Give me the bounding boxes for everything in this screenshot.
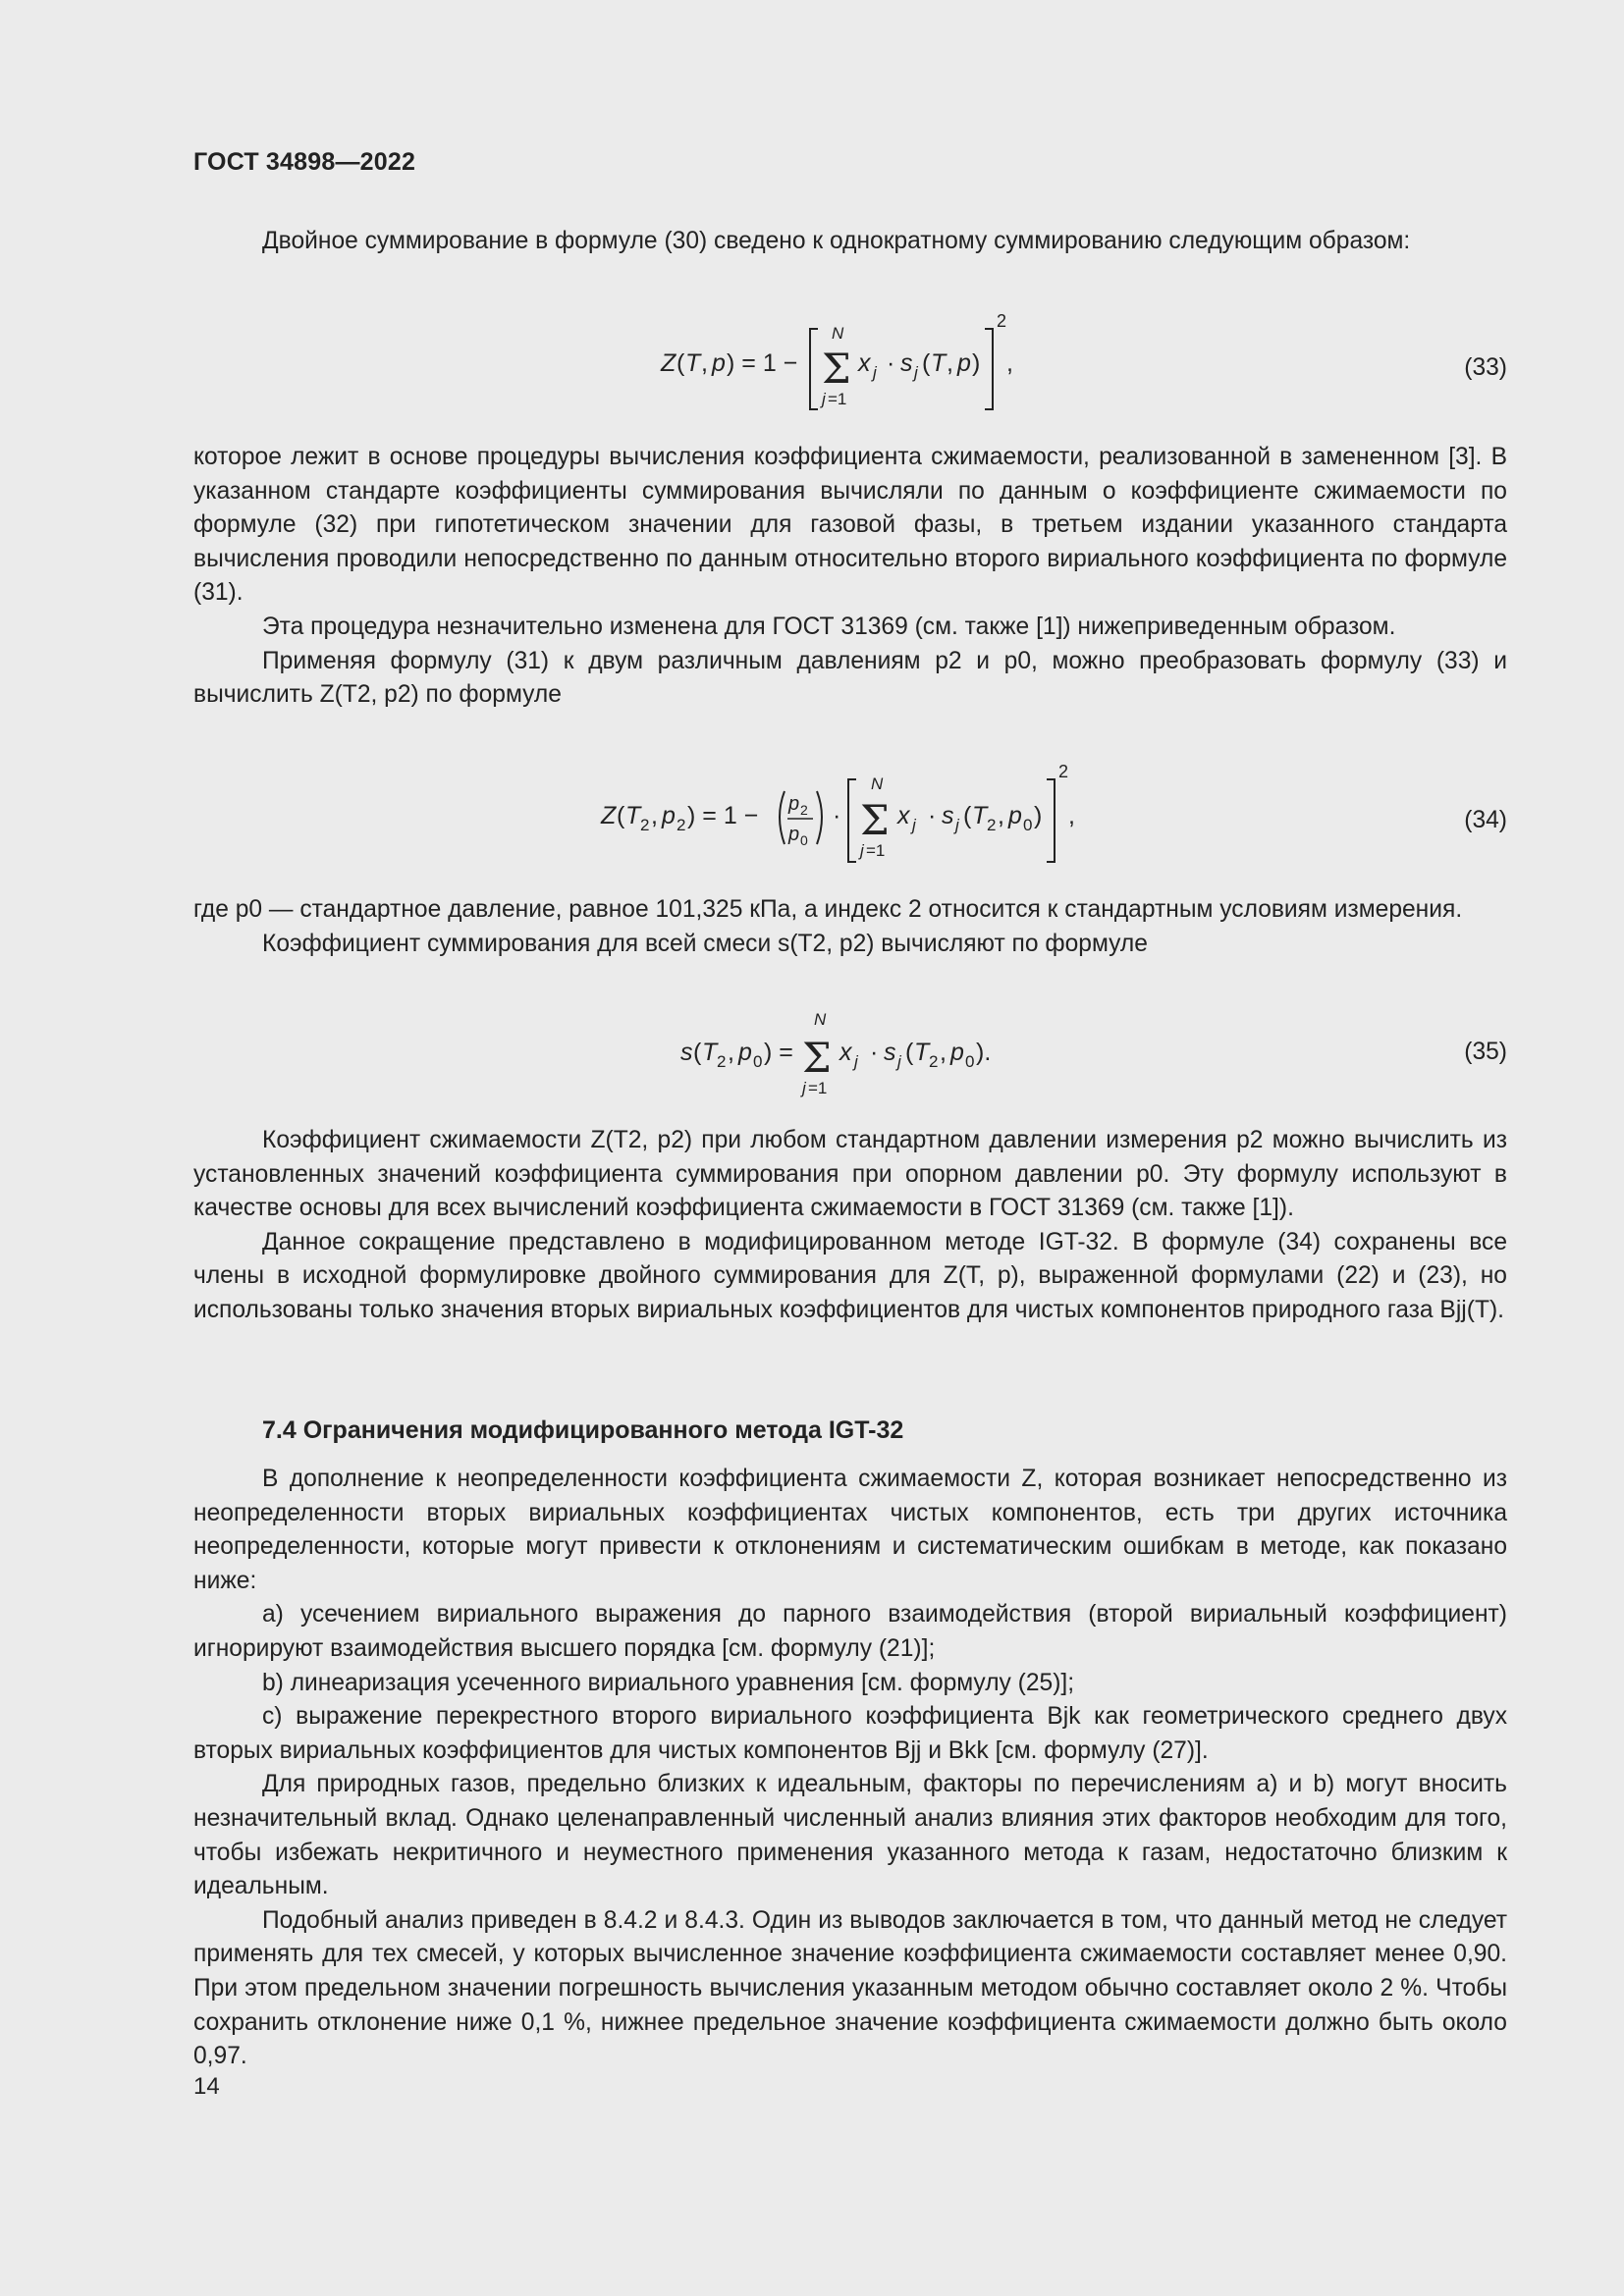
svg-text:N: N <box>871 774 884 793</box>
formula-35 <box>193 1003 1507 1101</box>
svg-text:j: j <box>860 841 864 860</box>
formula-number: (35) <box>1464 1039 1507 1065</box>
paragraph-text: Применяя формулу (31) к двум различным давлениям p2 и p0, можно преобразовать формулу (33) и вычислить Z(T2, p2) по формуле <box>193 647 1507 709</box>
svg-text:,: , <box>651 802 658 829</box>
svg-text:Σ: Σ <box>860 796 890 844</box>
formula-34-svg <box>599 758 1483 871</box>
svg-text:Z: Z <box>601 802 617 829</box>
svg-text:(: ( <box>922 349 931 377</box>
svg-text:Σ: Σ <box>822 345 851 393</box>
svg-text:2: 2 <box>640 816 650 834</box>
svg-text:0: 0 <box>753 1052 763 1071</box>
svg-text:j: j <box>822 390 826 408</box>
svg-text:·: · <box>833 802 841 829</box>
svg-text:2: 2 <box>677 816 686 834</box>
svg-text:N: N <box>814 1010 827 1029</box>
paragraph-text: Коэффициент сжимаемости Z(T2, p2) при любом стандартном давлении измерения p2 можно вычислить из установленных значений коэффициента суммирования при опорном давлении p0. Эту формулу используют в качестве основы для всех вычислений коэффициента сжимаемости в ГОСТ 31369 (см. также [1]). <box>193 1127 1507 1222</box>
svg-text:,: , <box>728 1039 734 1066</box>
svg-text:x: x <box>839 1039 852 1066</box>
svg-text:,: , <box>1006 349 1013 377</box>
svg-text:p: p <box>662 802 676 829</box>
paragraph-text: Для природных газов, предельно близких к идеальным, факторы по перечислениям a) и b) могут вносить незначительный вклад. Однако целенаправленный численный анализ влияния этих факторов необходим для того, чтобы избежать некритичного и неуместного применения указанного метода к газам, недостаточно близким к идеальным. <box>193 1771 1507 1900</box>
svg-text:p: p <box>788 793 800 815</box>
paragraph-block-3 <box>193 893 1507 961</box>
svg-text:2: 2 <box>929 1052 939 1071</box>
svg-text:T: T <box>685 349 701 377</box>
list-item-c: c) выражение перекрестного второго вириального коэффициента Bjk как геометрического среднего двух вторых вириальных коэффициентов для чистых компонентов Bjj и Bkk [см. формулу (27)]. <box>193 1703 1507 1764</box>
svg-text:(: ( <box>677 349 685 377</box>
paragraph-text: Эта процедура незначительно изменена для ГОСТ 31369 (см. также [1]) нижеприведенным образом. <box>262 613 1396 640</box>
formula-33-svg <box>655 309 1539 417</box>
svg-text:T: T <box>931 349 947 377</box>
svg-text:N: N <box>832 324 844 343</box>
svg-text:·: · <box>870 1039 879 1066</box>
svg-text:2: 2 <box>717 1052 727 1071</box>
svg-text:s: s <box>942 802 954 829</box>
svg-text:0: 0 <box>1023 816 1033 834</box>
paragraph-block-5 <box>193 1463 1507 2074</box>
paragraph-1 <box>193 225 1507 259</box>
svg-text:=1: =1 <box>808 1079 828 1097</box>
svg-text:,: , <box>947 349 953 377</box>
svg-text:T: T <box>972 802 988 829</box>
svg-text:(: ( <box>905 1039 914 1066</box>
formula-number: (34) <box>1464 807 1507 833</box>
svg-text:j: j <box>897 1052 901 1071</box>
svg-text:·: · <box>887 349 895 377</box>
svg-text:j: j <box>912 816 916 834</box>
paragraph-text: Подобный анализ приведен в 8.4.2 и 8.4.3. Один из выводов заключается в том, что данный метод не следует применять для тех смесей, у которых вычисленное значение коэффициента сжимаемости составляет менее 0,90. При этом предельном значении погрешность вычисления указанным методом обычно составляет около 2 %. Чтобы сохранить отклонение ниже 0,1 %, нижнее предельное значение коэффициента сжимаемости должно быть около 0,97. <box>193 1906 1507 2070</box>
svg-text:,: , <box>940 1039 947 1066</box>
svg-text:) =: ) = <box>764 1039 793 1066</box>
svg-text:2: 2 <box>987 816 997 834</box>
svg-text:p: p <box>738 1039 752 1066</box>
svg-text:2: 2 <box>800 802 808 818</box>
svg-text:p: p <box>788 824 800 845</box>
svg-text:j: j <box>914 363 918 382</box>
paragraph-text: которое лежит в основе процедуры вычисления коэффициента сжимаемости, реализованной в замененном [3]. В указанном стандарте коэффициенты суммирования вычисляли по данным о коэффициенте сжимаемости по формуле (32) при гипотетическом значении для газовой фазы, в третьем издании указанного стандарта вычисления проводили непосредственно по данным относительно второго вириального коэффициента по формуле (31). <box>193 444 1507 607</box>
svg-text:x: x <box>858 349 871 377</box>
paragraph-block-4 <box>193 1124 1507 1328</box>
svg-text:j: j <box>955 816 959 834</box>
document-header: ГОСТ 34898—2022 <box>193 148 416 176</box>
svg-text:0: 0 <box>800 832 808 848</box>
svg-text:s: s <box>900 349 913 377</box>
svg-text:s: s <box>884 1039 896 1066</box>
formula-number: (33) <box>1464 354 1507 381</box>
paragraph-text: Двойное суммирование в формуле (30) сведено к однократному суммированию следующим образом: <box>262 228 1411 254</box>
svg-text:p: p <box>1008 802 1022 829</box>
svg-text:Z: Z <box>661 349 677 377</box>
svg-text:p: p <box>950 1039 964 1066</box>
svg-text:,: , <box>998 802 1004 829</box>
svg-text:j: j <box>873 363 877 382</box>
svg-text:(: ( <box>617 802 625 829</box>
svg-text:2: 2 <box>997 311 1007 331</box>
section-heading: 7.4 Ограничения модифицированного метода IGT-32 <box>262 1416 904 1444</box>
svg-text:T: T <box>702 1039 718 1066</box>
where-clause: где p0 — стандартное давление, равное 101,325 кПа, а индекс 2 относится к стандартным условиям измерения. <box>193 896 1463 923</box>
formula-33 <box>193 309 1507 417</box>
paragraph-block-2 <box>193 441 1507 713</box>
svg-text:) = 1 −: ) = 1 − <box>687 802 759 829</box>
list-item-b: b) линеаризация усеченного вириального уравнения [см. формулу (25)]; <box>262 1669 1075 1696</box>
svg-text:p: p <box>712 349 726 377</box>
svg-text:j: j <box>802 1079 806 1097</box>
svg-text:2: 2 <box>1058 762 1069 781</box>
svg-text:s: s <box>680 1039 693 1066</box>
svg-text:) = 1 −: ) = 1 − <box>727 349 798 377</box>
svg-text:p: p <box>957 349 971 377</box>
page-number: 14 <box>193 2073 220 2100</box>
svg-text:): ) <box>972 349 981 377</box>
formula-35-svg <box>678 1003 1366 1101</box>
svg-text:0: 0 <box>965 1052 975 1071</box>
svg-text:T: T <box>625 802 641 829</box>
svg-text:·: · <box>928 802 937 829</box>
svg-text:(: ( <box>693 1039 702 1066</box>
svg-text:j: j <box>854 1052 858 1071</box>
svg-text:,: , <box>701 349 708 377</box>
svg-text:(: ( <box>963 802 972 829</box>
svg-text:=1: =1 <box>866 841 886 860</box>
paragraph-text: В дополнение к неопределенности коэффициента сжимаемости Z, которая возникает непосредственно из неопределенности вторых вириальных коэффициентах чистых компонентов, есть три других источника неопределенности, которые могут привести к отклонениям и систематическим ошибкам в методе, как показано ниже: <box>193 1466 1507 1594</box>
paragraph-text: Коэффициент суммирования для всей смеси s(T2, p2) вычисляют по формуле <box>262 930 1148 957</box>
svg-text:T: T <box>914 1039 930 1066</box>
svg-text:).: ). <box>976 1039 992 1066</box>
svg-text:=1: =1 <box>828 390 847 408</box>
svg-text:,: , <box>1068 802 1075 829</box>
paragraph-text: Данное сокращение представлено в модифицированном методе IGT-32. В формуле (34) сохранены все члены в исходной формулировке двойного суммирования для Z(T, p), выраженной формулами (22) и (23), но использованы только значения вторых вириальных коэффициентов для чистых компонентов природного газа Bjj(T). <box>193 1228 1507 1323</box>
formula-34 <box>193 758 1507 871</box>
svg-text:Σ: Σ <box>802 1034 832 1082</box>
list-item-a: a) усечением вириального выражения до парного взаимодействия (второй вириальный коэффициент) игнорируют взаимодействия высшего порядка [см. формулу (21)]; <box>193 1601 1507 1662</box>
svg-text:x: x <box>897 802 910 829</box>
svg-text:): ) <box>1034 802 1043 829</box>
